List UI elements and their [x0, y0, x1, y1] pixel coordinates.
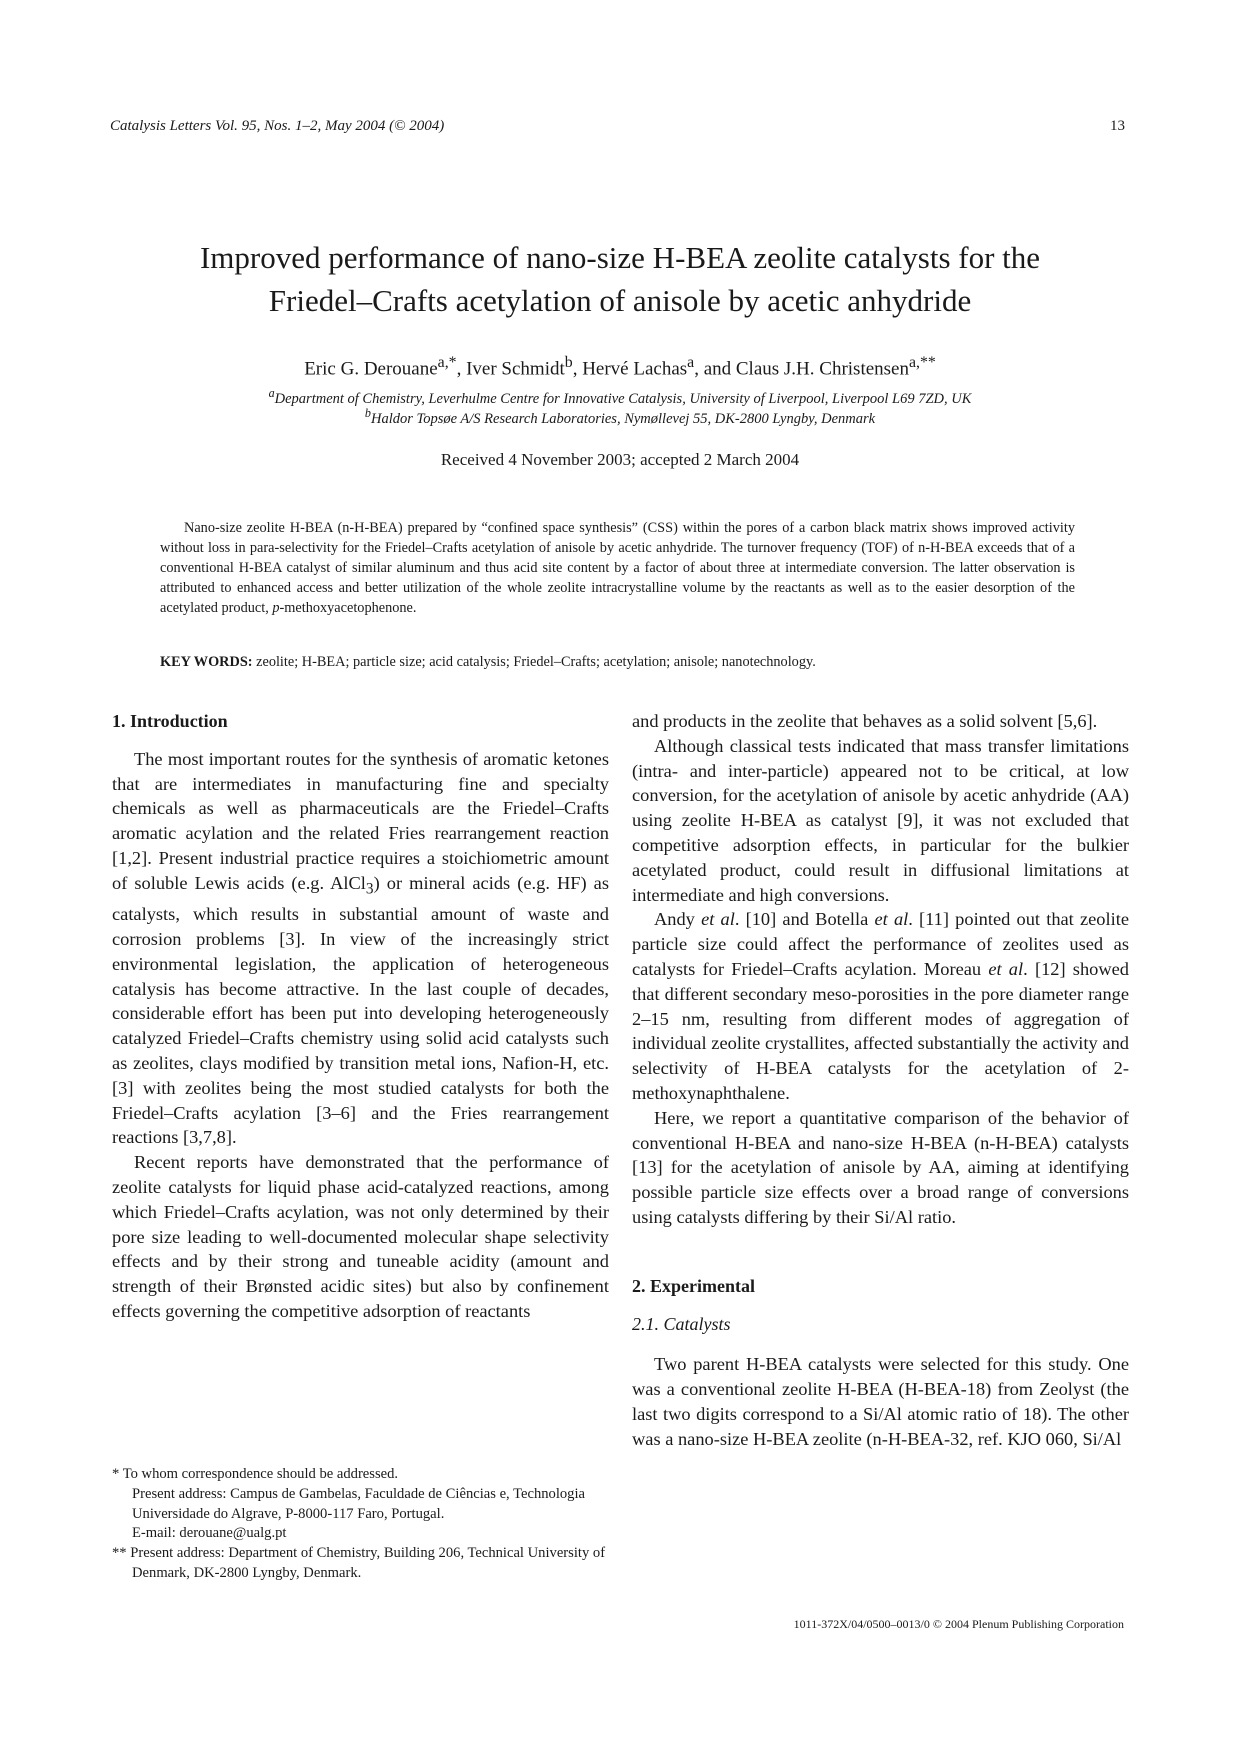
right-column	[632, 709, 1129, 1452]
abstract-italic-p: p	[272, 600, 280, 616]
section-heading: 2. Experimental	[632, 1275, 755, 1296]
text-span: Andy	[654, 909, 702, 930]
title-line-2: Friedel–Crafts acetylation of anisole by acetic anhydride	[268, 283, 972, 318]
text-span: . [10] and Botella	[734, 909, 875, 930]
subscript: 3	[365, 880, 374, 898]
et-al: et al	[701, 909, 735, 930]
author-separator: ,	[572, 358, 583, 380]
footnote-text: Present address: Department of Chemistry, Building 206, Technical University of Denmark, DK-2800 Lyngby, Denmark.	[130, 1545, 606, 1581]
abstract	[160, 518, 1075, 618]
author-name: Iver Schmidt	[466, 358, 565, 380]
text-span: The most important routes for the synthesis of aromatic ketones that are intermediates in manufacturing fine and specialty chemicals as well as pharmaceuticals are the Friedel–Crafts aromatic acylation and the related Fries rearrangement reaction [1,2]. Present industrial practice requires a stoichiometric amount of soluble Lewis acids (e.g. AlCl	[112, 748, 609, 893]
footnote-2	[112, 1544, 612, 1584]
text-span: . [11] pointed out that zeolite particle size could affect the performance of zeolites used as catalysts for Friedel–Crafts acylation. Moreau	[632, 909, 1129, 979]
author-name: Eric G. Derouane	[304, 358, 438, 380]
footnote-1-address: Present address: Campus de Gambelas, Faculdade de Ciências e, Technologia Universidade do Algrave, P-8000-117 Faro, Portugal.	[132, 1485, 586, 1522]
author-name: Claus J.H. Christensen	[735, 358, 909, 380]
journal-header: Catalysis Letters Vol. 95, Nos. 1–2, May 2004 (© 2004)	[110, 118, 445, 134]
affiliation-text: Department of Chemistry, Leverhulme Centre for Innovative Catalysis, University of Liverpool, Liverpool L69 7ZD, UK	[274, 390, 972, 407]
author-list	[110, 354, 1130, 380]
affiliation-mark: b	[364, 406, 371, 420]
footnote-1	[112, 1465, 612, 1485]
affiliation-a	[110, 386, 1130, 408]
page-number: 13	[1110, 118, 1125, 134]
keywords-label: KEY WORDS:	[160, 654, 253, 670]
et-al: et al	[874, 909, 909, 930]
author-affiliation-mark: a	[687, 354, 695, 371]
author-separator: , and	[694, 358, 736, 380]
section-heading: 1. Introduction	[112, 711, 228, 731]
author-affiliation-mark: a,**	[908, 354, 936, 371]
experimental-paragraph-1: Two parent H-BEA catalysts were selected for this study. One was a conventional zeolite H-BEA (H-BEA-18) from Zeolyst (the last two digits correspond to a Si/Al atomic ratio of 18). The other was a nano-size H-BEA zeolite (n-H-BEA-32, ref. KJO 060, Si/Al	[632, 1354, 1129, 1449]
intro-paragraph-1	[112, 747, 609, 1150]
footnote-mark: *	[112, 1466, 120, 1482]
title-line-1: Improved performance of nano-size H-BEA zeolite catalysts for the	[199, 240, 1041, 275]
author-affiliation-mark: a,*	[437, 354, 457, 371]
intro-paragraph-3: Although classical tests indicated that mass transfer limitations (intra- and inter-particle) appeared not to be critical, at low conversion, for the acetylation of anisole by acetic anhydride (AA) using zeolite H-BEA as catalyst [9], it was not excluded that competitive adsorption effects, in particular for the bulkier acetylated product, could result in diffusional limitations at intermediate and high conversions.	[632, 735, 1129, 905]
text-span: . [12] showed that different secondary meso-porosities in the pore diameter range 2–15 nm, resulting from different modes of aggregation of individual zeolite crystallites, affected substantially the activity and selectivity of H-BEA catalysts for the acetylation of 2-methoxynaphthalene.	[632, 958, 1129, 1103]
received-dates: Received 4 November 2003; accepted 2 March 2004	[440, 450, 800, 469]
keywords-text: zeolite; H-BEA; particle size; acid catalysis; Friedel–Crafts; acetylation; anisole; nanotechnology.	[256, 654, 816, 670]
affiliation-text: Haldor Topsøe A/S Research Laboratories, Nymøllevej 55, DK-2800 Lyngby, Denmark	[370, 410, 876, 427]
intro-paragraph-5: Here, we report a quantitative comparison of the behavior of conventional H-BEA and nano-size H-BEA (n-H-BEA) catalysts [13] for the acetylation of anisole by AA, aiming at identifying possible particle size effects over a broad range of conversions using catalysts differing by their Si/Al ratio.	[632, 1107, 1129, 1227]
paper-title	[110, 236, 1130, 322]
abstract-text-end: -methoxyacetophenone.	[279, 600, 417, 616]
author-affiliation-mark: b	[564, 354, 573, 371]
abstract-text: Nano-size zeolite H-BEA (n-H-BEA) prepared by “confined space synthesis” (CSS) within the pores of a carbon black matrix shows improved activity without loss in para-selectivity for the Friedel–Crafts acetylation of anisole by acetic anhydride. The turnover frequency (TOF) of n-H-BEA exceeds that of a conventional H-BEA catalyst of similar aluminum and thus acid site content by a factor of about three at intermediate conversion. The latter observation is attributed to enhanced access and better utilization of the whole zeolite intracrystalline volume by the reactants as well as to the easier desorption of the acetylated product,	[160, 520, 1075, 616]
author-name: Hervé Lachas	[582, 358, 688, 380]
author-separator: ,	[456, 358, 467, 380]
subsection-heading: 2.1. Catalysts	[632, 1313, 731, 1334]
intro-paragraph-4	[632, 907, 1129, 1105]
affiliation-mark: a	[268, 386, 275, 400]
footnotes	[112, 1465, 612, 1584]
intro-paragraph-2-continued: and products in the zeolite that behaves as a solid solvent [5,6].	[632, 711, 1098, 731]
copyright-footer: 1011-372X/04/0500–0013/0 © 2004 Plenum Publishing Corporation	[793, 1617, 1124, 1631]
intro-paragraph-2: Recent reports have demonstrated that the performance of zeolite catalysts for liquid phase acid-catalyzed reactions, among which Friedel–Crafts acylation, was not only determined by their pore size leading to well-documented molecular shape selectivity effects and by their strong and tuneable acidity (amount and strength of their Brønsted acidic sites) but also by confinement effects governing the competitive adsorption of reactants	[112, 1152, 609, 1321]
footnote-text: To whom correspondence should be addressed.	[122, 1466, 399, 1482]
text-span: ) or mineral acids (e.g. HF) as catalysts, which results in substantial amount of waste and corrosion problems [3]. In view of the increasingly strict environmental legislation, the application of heterogeneous catalysis has become attractive. In the last couple of decades, considerable effort has been put into developing heterogeneously catalyzed Friedel–Crafts chemistry using solid acid catalysts such as zeolites, clays modified by transition metal ions, Nafion-H, etc. [3] with zeolites being the most studied catalysts for both the Friedel–Crafts acylation [3–6] and the Fries rearrangement reactions [3,7,8].	[112, 872, 609, 1148]
affiliation-b	[110, 406, 1130, 428]
footnote-mark: **	[112, 1545, 127, 1562]
et-al: et al	[988, 958, 1024, 979]
left-column	[112, 709, 609, 1324]
keywords	[160, 654, 1075, 671]
footnote-1-email: E-mail: derouane@ualg.pt	[132, 1525, 287, 1542]
